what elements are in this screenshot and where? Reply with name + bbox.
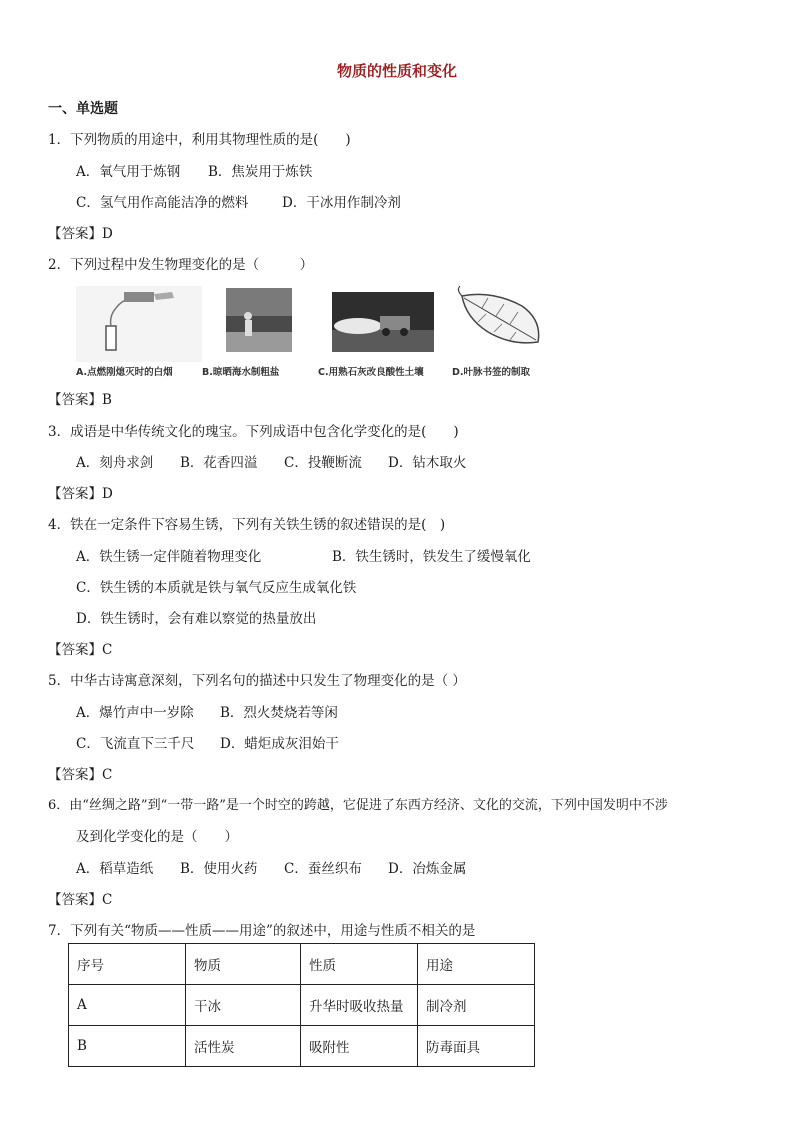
question-5-option-d: D．蜡炬成灰泪始干 bbox=[220, 736, 339, 752]
table-header-cell: 性质 bbox=[301, 944, 418, 985]
question-5-option-a: A．爆竹声中一岁除 bbox=[76, 705, 194, 721]
question-3-option-a: A．刻舟求剑 bbox=[76, 455, 154, 471]
question-5-answer: 【答案】C bbox=[48, 767, 113, 783]
question-2-stem: 2．下列过程中发生物理变化的是（ ） bbox=[48, 257, 314, 273]
question-2-answer: 【答案】B bbox=[48, 392, 112, 408]
image-a-caption: A.点燃刚熄灭时的白烟 bbox=[76, 367, 173, 378]
section-heading: 一、单选题 bbox=[48, 101, 118, 117]
image-a-candle bbox=[76, 286, 202, 378]
question-4-option-a: A．铁生锈一定伴随着物理变化 bbox=[76, 549, 262, 565]
question-2-image-strip bbox=[76, 286, 556, 378]
table-row bbox=[69, 985, 535, 1026]
question-1-answer: 【答案】D bbox=[48, 226, 113, 242]
table-cell: 升华时吸收热量 bbox=[301, 985, 418, 1026]
question-5-option-c: C．飞流直下三千尺 bbox=[76, 736, 195, 752]
table-cell: A bbox=[69, 985, 186, 1026]
table-header-cell: 物质 bbox=[186, 944, 301, 985]
question-4-option-d: D．铁生锈时，会有难以察觉的热量放出 bbox=[76, 611, 317, 627]
question-6-option-d: D．冶炼金属 bbox=[388, 861, 467, 877]
question-7-stem: 7．下列有关“物质——性质——用途”的叙述中，用途与性质不相关的是 bbox=[48, 923, 476, 939]
table-header-cell: 用途 bbox=[418, 944, 535, 985]
question-3-stem: 3．成语是中华传统文化的瑰宝。下列成语中包含化学变化的是( ) bbox=[48, 424, 459, 440]
image-b-salt-pans bbox=[202, 286, 318, 378]
question-1-stem: 1．下列物质的用途中，利用其物理性质的是( ) bbox=[48, 132, 351, 148]
table-cell: 制冷剂 bbox=[418, 985, 535, 1026]
table-cell: B bbox=[69, 1026, 186, 1067]
question-6-answer: 【答案】C bbox=[48, 892, 113, 908]
table-cell: 活性炭 bbox=[186, 1026, 301, 1067]
question-6-option-a: A．稻草造纸 bbox=[76, 861, 154, 877]
question-3-option-d: D．钻木取火 bbox=[388, 455, 467, 471]
question-5-stem: 5．中华古诗寓意深刻，下列名句的描述中只发生了物理变化的是（ ） bbox=[48, 673, 466, 689]
question-1-option-a: A．氧气用于炼钢 bbox=[76, 164, 181, 180]
question-1-option-b: B．焦炭用于炼铁 bbox=[208, 164, 313, 180]
page-title: 物质的性质和变化 bbox=[336, 62, 457, 80]
table-cell: 吸附性 bbox=[301, 1026, 418, 1067]
question-4-stem: 4．铁在一定条件下容易生锈，下列有关铁生锈的叙述错误的是( ) bbox=[48, 517, 446, 533]
question-1-option-d: D．干冰用作制冷剂 bbox=[282, 195, 401, 211]
question-5-option-b: B．烈火焚烧若等闲 bbox=[220, 705, 338, 721]
question-6-stem-line1: 6．由“丝绸之路”到“一带一路”是一个时空的跨越，它促进了东西方经济、文化的交流，下列中国发明中不涉 bbox=[48, 798, 668, 813]
table-cell: 干冰 bbox=[186, 985, 301, 1026]
question-3-option-b: B．花香四溢 bbox=[180, 455, 258, 471]
question-4-option-b: B．铁生锈时，铁发生了缓慢氧化 bbox=[332, 549, 531, 565]
question-3-option-c: C．投鞭断流 bbox=[284, 455, 362, 471]
question-4-option-c: C．铁生锈的本质就是铁与氧气反应生成氧化铁 bbox=[76, 580, 357, 596]
image-c-soil bbox=[318, 286, 444, 378]
question-1-option-c: C．氢气用作高能洁净的燃料 bbox=[76, 195, 249, 211]
table-row bbox=[69, 1026, 535, 1067]
question-6-stem-line2: 及到化学变化的是（ ） bbox=[76, 829, 238, 845]
question-4-answer: 【答案】C bbox=[48, 642, 113, 658]
image-c-caption: C.用熟石灰改良酸性土壤 bbox=[318, 367, 424, 378]
image-d-leaf bbox=[452, 286, 556, 378]
image-b-caption: B.晾晒海水制粗盐 bbox=[202, 367, 280, 378]
question-7-table bbox=[68, 943, 535, 1067]
image-d-caption: D.叶脉书签的制取 bbox=[452, 367, 530, 378]
table-header-cell: 序号 bbox=[69, 944, 186, 985]
question-6-option-c: C．蚕丝织布 bbox=[284, 861, 362, 877]
question-3-answer: 【答案】D bbox=[48, 486, 113, 502]
table-header-row bbox=[69, 944, 535, 985]
table-cell: 防毒面具 bbox=[418, 1026, 535, 1067]
question-6-option-b: B．使用火药 bbox=[180, 861, 258, 877]
